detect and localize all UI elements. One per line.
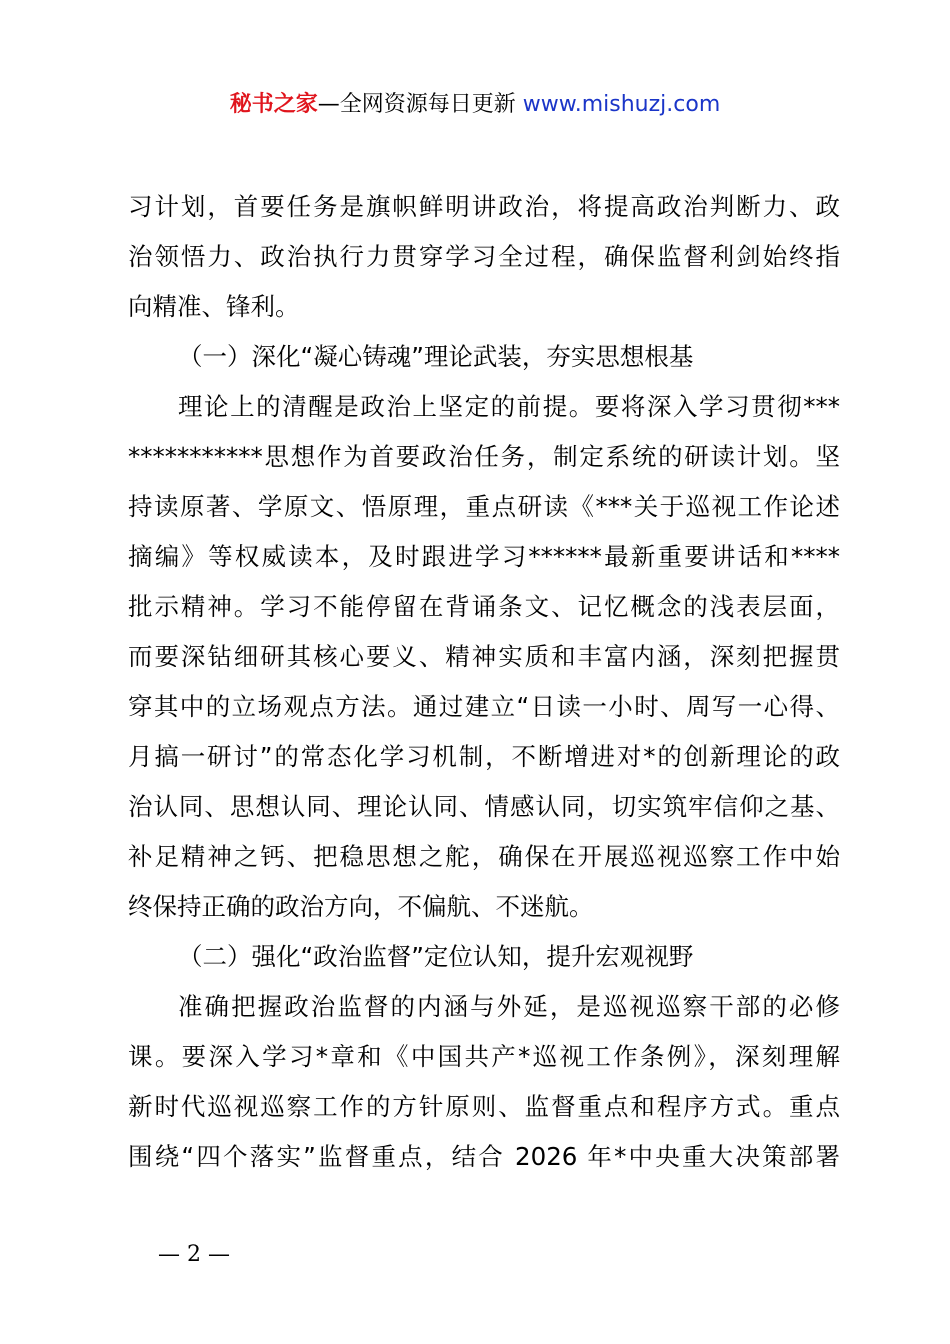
paragraph-line: 批示精神。学习不能停留在背诵条文、记忆概念的浅表层面， xyxy=(128,592,840,621)
page-number: — 2 — xyxy=(158,1242,230,1267)
paragraph-line: 穿其中的立场观点方法。通过建立“日读一小时、周写一心得、 xyxy=(128,692,840,721)
site-url-link[interactable]: www.mishuzj.com xyxy=(522,92,721,117)
header-tagline: —全网资源每日更新 xyxy=(317,92,523,117)
paragraph-line: 治认同、思想认同、理论认同、情感认同，切实筑牢信仰之基、 xyxy=(128,792,840,821)
paragraph-line: 持读原著、学原文、悟原理，重点研读《***关于巡视工作论述 xyxy=(128,492,840,521)
paragraph-line: 准确把握政治监督的内涵与外延，是巡视巡察干部的必修 xyxy=(178,992,840,1021)
paragraph-line: 月搞一研讨”的常态化学习机制，不断增进对*的创新理论的政 xyxy=(128,742,840,771)
paragraph-line: 终保持正确的政治方向，不偏航、不迷航。 xyxy=(128,892,594,921)
paragraph-line: 课。要深入学习*章和《中国共产*巡视工作条例》，深刻理解 xyxy=(128,1042,840,1071)
paragraph-line: 理论上的清醒是政治上坚定的前提。要将深入学习贯彻*** xyxy=(178,392,840,421)
paragraph-line: 摘编》等权威读本，及时跟进学习******最新重要讲话和**** xyxy=(128,542,840,571)
section-heading-2: （二）强化“政治监督”定位认知，提升宏观视野 xyxy=(178,942,694,971)
paragraph-line: 习计划，首要任务是旗帜鲜明讲政治，将提高政治判断力、政 xyxy=(128,192,840,221)
paragraph-line: 治领悟力、政治执行力贯穿学习全过程，确保监督利剑始终指 xyxy=(128,242,840,271)
paragraph-line: ***********思想作为首要政治任务，制定系统的研读计划。坚 xyxy=(128,442,840,471)
document-body xyxy=(128,182,840,1182)
paragraph-line: 向精准、锋利。 xyxy=(128,292,300,321)
section-heading-1: （一）深化“凝心铸魂”理论武装，夯实思想根基 xyxy=(178,342,694,371)
paragraph-line: 围绕“四个落实”监督重点，结合 2026 年*中央重大决策部署 xyxy=(128,1142,840,1171)
paragraph-line: 而要深钻细研其核心要义、精神实质和丰富内涵，深刻把握贯 xyxy=(128,642,840,671)
brand-name: 秘书之家 xyxy=(229,92,318,117)
site-header xyxy=(0,88,950,122)
paragraph-line: 新时代巡视巡察工作的方针原则、监督重点和程序方式。重点 xyxy=(128,1092,840,1121)
paragraph-line: 补足精神之钙、把稳思想之舵，确保在开展巡视巡察工作中始 xyxy=(128,842,840,871)
